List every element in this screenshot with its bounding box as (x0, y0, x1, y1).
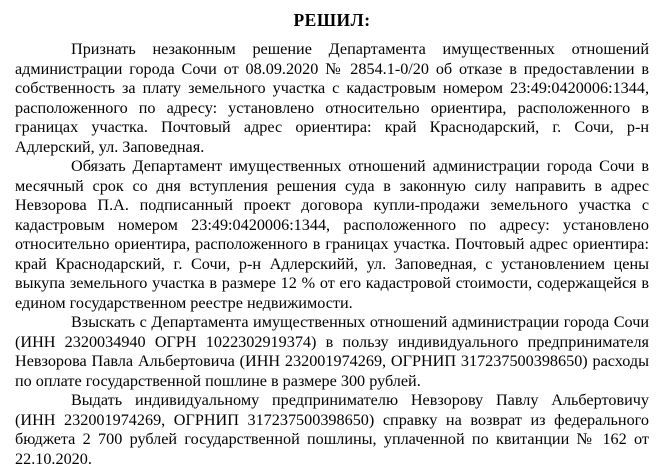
ruling-heading: РЕШИЛ: (293, 10, 371, 30)
document-body (15, 0, 649, 469)
paragraph-recover-costs: Взыскать с Департамента имущественных отношений администрации города Сочи (ИНН 2320034940 ОГРН 1022302919374) в пользу индивидуального предпринимателя Невзорова Павла Альбертовича (ИНН 232001974269, ОГРНИП 317237500398650) расходы по оплате государственной пошлине в размере 300 рублей. (15, 313, 649, 390)
paragraph-issue-refund-certificate: Выдать индивидуальному предпринимателю Невзорову Павлу Альбертовичу (ИНН 232001974269, ОГРНИП 317237500398650) справку на возврат из федерального бюджета 2 700 рублей государственной пошлины, уплаченной по квитанции № 162 от 22.10.2020. (15, 391, 649, 468)
paragraph-declare-unlawful: Признать незаконным решение Департамента имущественных отношений администрации города Сочи от 08.09.2020 № 2854.1-0/20 об отказе в предоставлении в собственность за плату земельного участка с кадастровым номером 23:49:0420006:1344, расположенного по адресу: установлено относительно ориентира, расположенного в границах участка. Почтовый адрес ориентира: край Краснодарский, г. Сочи, р-н Адлерский, ул. Заповедная. (15, 40, 649, 156)
paragraph-obligate-department: Обязать Департамент имущественных отношений администрации города Сочи в месячный срок со дня вступления решения суда в законную силу направить в адрес Невзорова П.А. подписанный проект договора купли-продажи земельного участка с кадастровым номером 23:49:0420006:1344, расположенного по адресу: установлено относительно ориентира, расположенного в границах участка. Почтовый адрес ориентира: край Краснодарский, г. Сочи, р-н Адлерскийй, ул. Заповедная, с установлением цены выкупа земельного участка в размере 12 % от его кадастровой стоимости, содержащейся в едином государственном реестре недвижимости. (15, 157, 649, 312)
